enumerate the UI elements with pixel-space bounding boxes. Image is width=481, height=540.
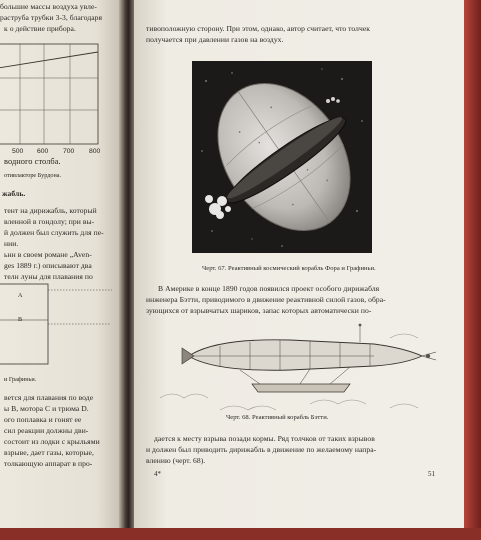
tick-label: 500 bbox=[12, 148, 24, 155]
left-fig-caption: и Графиньи. bbox=[4, 376, 37, 383]
figure-68-caption: Черт. 68. Реактивный корабль Бэтти. bbox=[226, 414, 329, 421]
tick-label: 700 bbox=[63, 148, 75, 155]
left-text-line: й должен был служить для пе- bbox=[4, 228, 104, 237]
book-cover-edge bbox=[464, 0, 481, 540]
left-text-line: состоит из лодки с крыльями bbox=[4, 437, 100, 446]
left-text-line: ьнн в своем романе „Aven- bbox=[4, 250, 92, 259]
signature-mark: 4* bbox=[154, 470, 161, 478]
left-text-line: раструба трубки 3-3, благодаря bbox=[0, 13, 103, 22]
airship-gondola bbox=[252, 384, 350, 392]
left-text-line: ого поплавка и гонят ее bbox=[4, 415, 82, 424]
tick-label: 600 bbox=[37, 148, 49, 155]
left-text-line: вется для плавания по воде bbox=[4, 393, 94, 402]
left-text-line: вленной в гондолу; при вы- bbox=[4, 217, 95, 226]
right-text-line: тивоположную сторону. При этом, однако, автор считает, что толчек bbox=[146, 24, 371, 33]
right-text-line: зующихся от взрывчатых шариков, запас которых автоматически по- bbox=[146, 306, 372, 315]
figure-67-caption: Черт. 67. Реактивный космический корабль Фора и Графиньи. bbox=[202, 265, 376, 272]
left-text-line: тент на дирижабль, который bbox=[4, 206, 97, 215]
left-text-line: ы В, мотора С и трюма D. bbox=[4, 404, 89, 413]
fig-label-b: В bbox=[18, 316, 23, 323]
spaceship-egg-drawing bbox=[192, 61, 372, 253]
left-text-line: ges 1889 г.) описывают два bbox=[4, 261, 92, 270]
right-text-line: и должен был приводить дирижабль в движение по желаемому напра- bbox=[146, 445, 377, 454]
book-gutter bbox=[119, 0, 135, 540]
book-cover-bottom bbox=[0, 528, 481, 540]
left-page bbox=[0, 0, 120, 532]
chart-caption: водного столба. bbox=[4, 157, 61, 166]
right-text-line: получается при давлении газов на воздух. bbox=[146, 35, 284, 44]
section-heading: жабль. bbox=[2, 189, 26, 198]
figure-67-illustration bbox=[192, 61, 372, 253]
left-text-line: толкающую аппарат в про- bbox=[4, 459, 93, 468]
airship-envelope bbox=[192, 340, 422, 370]
fig-label-a: А bbox=[18, 292, 23, 299]
tick-label: 800 bbox=[89, 148, 101, 155]
left-text-line: большие массы воздуха увле- bbox=[0, 2, 97, 11]
right-text-line: дается к месту взрыва позади кормы. Ряд толчков от таких взрывов bbox=[154, 434, 375, 443]
left-text-line: телн луны для плавания по bbox=[4, 272, 93, 281]
left-pressure-chart bbox=[0, 40, 120, 150]
left-text-line: к о действие прибора. bbox=[4, 24, 76, 33]
right-text-line: влению (черт. 68). bbox=[146, 456, 206, 465]
right-text-line: В Америке в конце 1890 годов появился проект особого дирижабля bbox=[158, 284, 380, 293]
chart-caption-small: отивлакторе Бурдона. bbox=[4, 172, 62, 179]
page-number: 51 bbox=[428, 470, 435, 478]
left-text-line: сил реакции должны дви- bbox=[4, 426, 89, 435]
figure-68-airship-drawing bbox=[160, 318, 440, 416]
left-text-line: нии. bbox=[4, 239, 19, 248]
right-text-line: инженера Бэтти, приводимого в движение реактивной силой газов, обра- bbox=[146, 295, 386, 304]
left-text-line: взрыве, дает газы, которые, bbox=[4, 448, 94, 457]
